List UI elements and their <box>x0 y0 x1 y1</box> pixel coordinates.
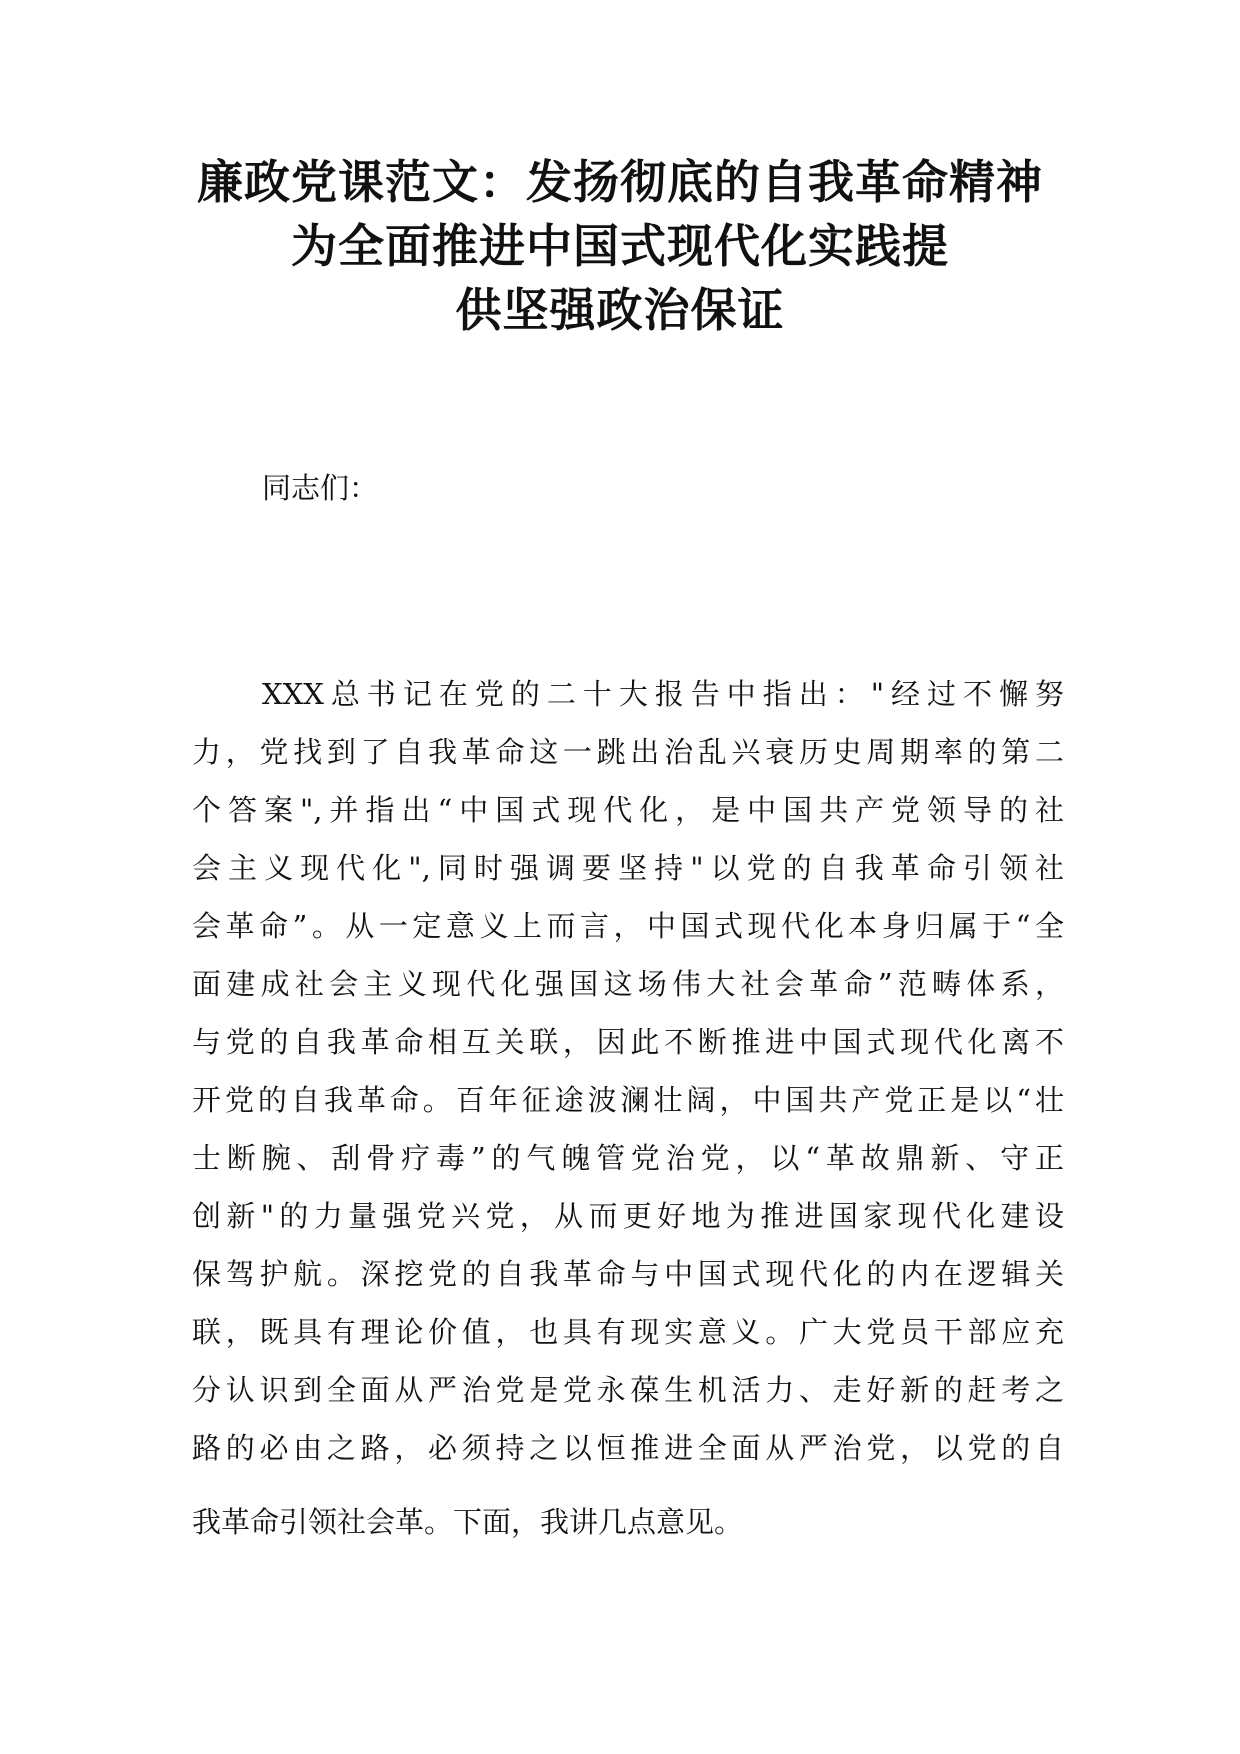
paragraph-line: 创新"的力量强党兴党，从而更好地为推进国家现代化建设 <box>192 1199 1064 1233</box>
paragraph-line: 面建成社会主义现代化强国这场伟大社会革命”范畴体系， <box>192 967 1064 1001</box>
salutation: 同志们： <box>262 471 379 505</box>
paragraph-line: 我革命引领社会革。下面，我讲几点意见。 <box>192 1505 744 1539</box>
paragraph-line: 路的必由之路，必须持之以恒推进全面从严治党，以党的自 <box>192 1431 1064 1465</box>
paragraph-line: 士断腕、刮骨疗毒”的气魄管党治党，以“革故鼎新、守正 <box>192 1141 1064 1175</box>
paragraph-line: 力，党找到了自我革命这一跳出治乱兴衰历史周期率的第二 <box>192 735 1064 769</box>
paragraph-line: 会革命”。从一定意义上而言，中国式现代化本身归属于“全 <box>192 909 1064 943</box>
paragraph-line: 联，既具有理论价值，也具有现实意义。广大党员干部应充 <box>192 1315 1064 1349</box>
title-line: 供坚强政治保证 <box>455 283 785 337</box>
paragraph-line: 会主义现代化",同时强调要坚持"以党的自我革命引领社 <box>192 851 1064 885</box>
body-paragraph <box>192 665 1064 1551</box>
document-title <box>150 150 1090 342</box>
title-line: 为全面推进中国式现代化实践提 <box>291 219 949 273</box>
paragraph-line: 开党的自我革命。百年征途波澜壮阔，中国共产党正是以“壮 <box>192 1083 1064 1117</box>
title-line: 廉政党课范文：发扬彻底的自我革命精神 <box>197 155 1043 209</box>
paragraph-line: 保驾护航。深挖党的自我革命与中国式现代化的内在逻辑关 <box>192 1257 1064 1291</box>
paragraph-line: XXX总书记在党的二十大报告中指出："经过不懈努 <box>262 677 1064 711</box>
paragraph-line: 分认识到全面从严治党是党永葆生机活力、走好新的赶考之 <box>192 1373 1064 1407</box>
paragraph-line: 个答案",并指出“中国式现代化，是中国共产党领导的社 <box>192 793 1064 827</box>
paragraph-line: 与党的自我革命相互关联，因此不断推进中国式现代化离不 <box>192 1025 1064 1059</box>
